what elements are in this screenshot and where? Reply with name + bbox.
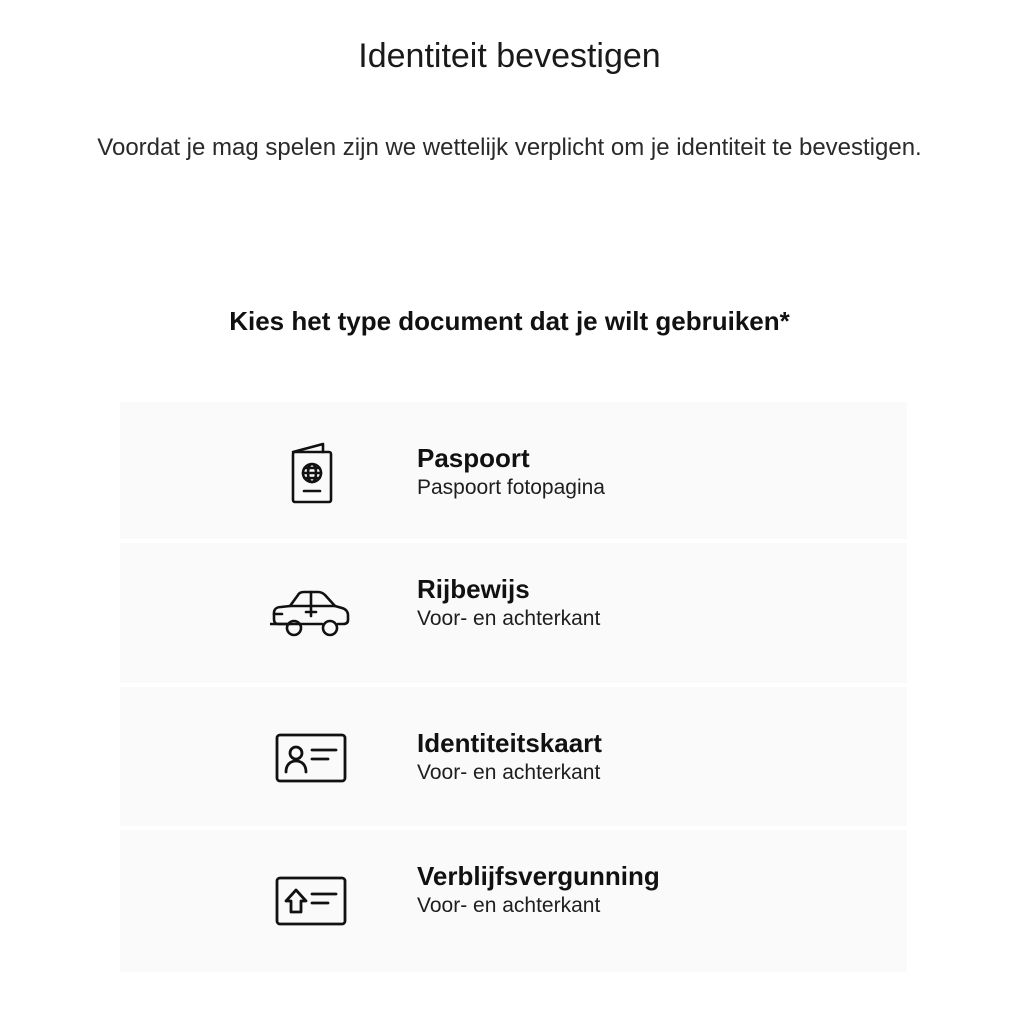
document-option-driving-licence[interactable] (120, 543, 907, 687)
document-option-residence-permit[interactable] (120, 830, 907, 972)
document-option-text (417, 727, 602, 787)
document-type-heading: Kies het type document dat je wilt gebruiken* (229, 306, 790, 336)
intro-text: Voordat je mag spelen zijn we wettelijk verplicht om je identiteit te bevestigen. (97, 134, 922, 161)
passport-icon (268, 438, 354, 508)
document-option-description: Voor- en achterkant (417, 894, 601, 917)
document-option-name: Paspoort (417, 443, 530, 473)
document-option-text (417, 860, 660, 920)
car-icon (268, 579, 354, 649)
id-card-icon (268, 723, 354, 793)
document-option-identity-card[interactable] (120, 687, 907, 830)
residence-permit-icon (268, 866, 354, 936)
document-option-description: Voor- en achterkant (417, 761, 601, 784)
document-option-description: Paspoort fotopagina (417, 476, 605, 499)
document-option-name: Identiteitskaart (417, 728, 602, 758)
document-option-name: Rijbewijs (417, 574, 530, 604)
document-option-name: Verblijfsvergunning (417, 861, 660, 891)
document-option-text (417, 442, 605, 502)
document-type-list (120, 402, 907, 972)
document-option-description: Voor- en achterkant (417, 607, 601, 630)
document-option-passport[interactable] (120, 402, 907, 543)
page-title: Identiteit bevestigen (358, 37, 661, 75)
document-option-text (417, 573, 600, 633)
